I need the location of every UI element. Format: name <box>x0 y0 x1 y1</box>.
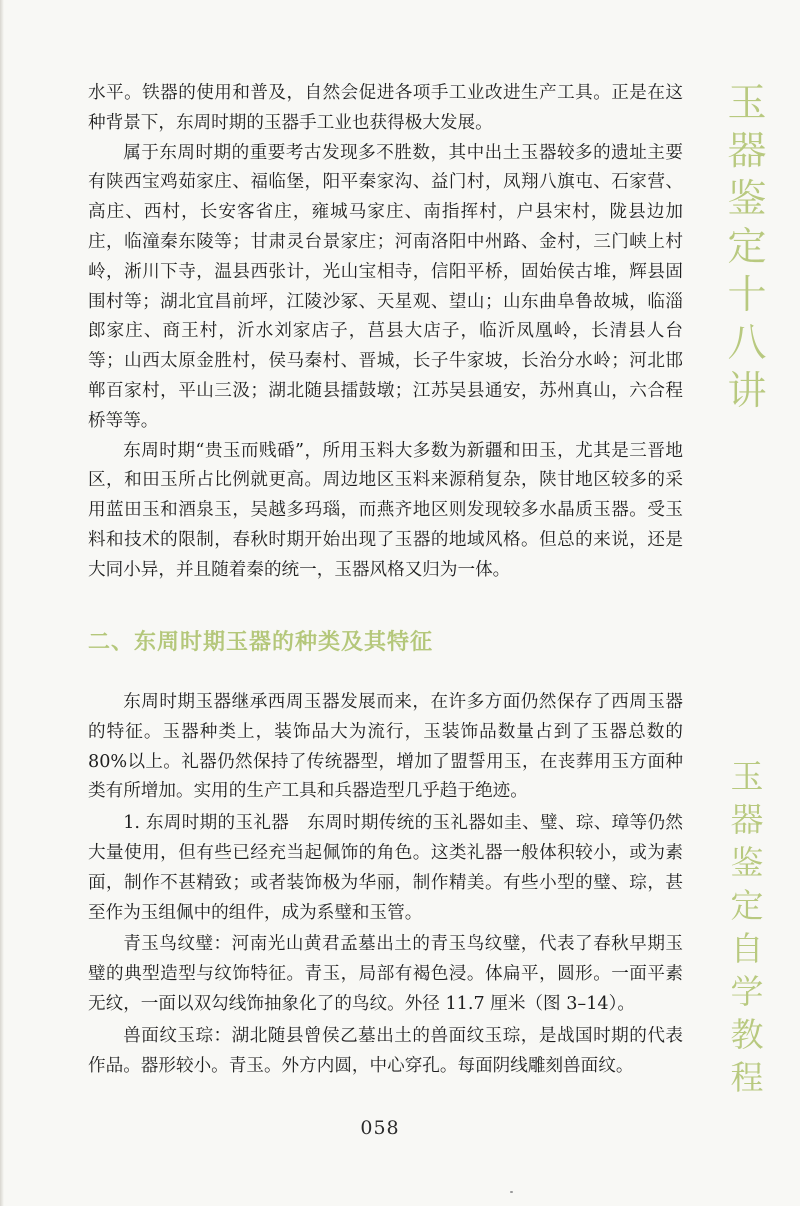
side-book-subtitle: 玉器鉴定自学教程 <box>730 757 764 1097</box>
paragraph: 1. 东周时期的玉礼器 东周时期传统的玉礼器如圭、璧、琮、璋等仍然大量使用，但有些已经充当起佩饰的角色。这类礼器一般体积较小，或为素面，制作不甚精致；或者装饰极为华丽，制作精美。有些小型的璧、琮，甚至作为玉组佩中的组件，成为系璧和玉管。 <box>88 813 683 923</box>
paragraph: 兽面纹玉琮：湖北随县曾侯乙墓出土的兽面纹玉琮，是战国时期的代表作品。器形较小。青玉。外方内圆，中心穿孔。每面阴线雕刻兽面纹。 <box>88 1025 683 1076</box>
body-text-upper <box>88 79 683 586</box>
paragraph: 东周时期玉器继承西周玉器发展而来，在许多方面仍然保存了西周玉器的特征。玉器种类上，装饰品大为流行，玉装饰品数量占到了玉器总数的80%以上。礼器仍然保持了传统器型，增加了盟誓用玉，在丧葬用玉方面种类有所增加。实用的生产工具和兵器造型几乎趋于绝迹。 <box>88 692 683 802</box>
side-book-title: 玉器鉴定十八讲 <box>727 81 767 414</box>
paragraph: 东周时期“贵玉而贱碈”，所用玉料大多数为新疆和田玉，尤其是三晋地区，和田玉所占比例就更高。周边地区玉料来源稍复杂，陕甘地区较多的采用蓝田玉和酒泉玉，吴越多玛瑙，而燕齐地区则发现较多水晶质玉器。受玉料和技术的限制，春秋时期开始出现了玉器的地域风格。但总的来说，还是大同小异，并且随着秦的统一，玉器风格又归为一体。 <box>88 440 683 580</box>
paragraph: 青玉鸟纹璧：河南光山黄君孟墓出土的青玉鸟纹璧，代表了春秋早期玉璧的典型造型与纹饰特征。青玉，局部有褐色浸。体扁平，圆形。一面平素无纹，一面以双勾线饰抽象化了的鸟纹。外径 11.7 厘米（图 3–14）。 <box>88 934 683 1014</box>
paragraph: 水平。铁器的使用和普及，自然会促进各项手工业改进生产工具。正是在这种背景下，东周时期的玉器手工业也获得极大发展。 <box>88 83 683 133</box>
scan-speck <box>510 1191 513 1193</box>
section-heading: 二、东周时期玉器的种类及其特征 <box>88 630 434 655</box>
paragraph: 属于东周时期的重要考古发现多不胜数，其中出土玉器较多的遗址主要有陕西宝鸡茹家庄、福临堡，阳平秦家沟、益门村，凤翔八旗屯、石家营、高庄、西村，长安客省庄，雍城马家庄、南指挥村，户县宋村，陇县边加庄，临潼秦东陵等；甘肃灵台景家庄；河南洛阳中州路、金村，三门峡上村岭，淅川下寺，温县西张计，光山宝相寺，信阳平桥，固始侯古堆，辉县固围村等；湖北宜昌前坪，江陵沙冢、天星观、望山；山东曲阜鲁故城，临淄郎家庄、商王村，沂水刘家店子，莒县大店子，临沂凤凰岭，长清县人台等；山西太原金胜村，侯马秦村、晋城，长子牛家坡，长治分水岭；河北邯郸百家村，平山三汲；湖北随县擂鼓墩；江苏吴县通安，苏州真山，六合程桥等等。 <box>88 142 683 431</box>
page-edge <box>0 0 4 1206</box>
page-number: 058 <box>360 1117 400 1139</box>
body-text-lower <box>88 688 683 1083</box>
